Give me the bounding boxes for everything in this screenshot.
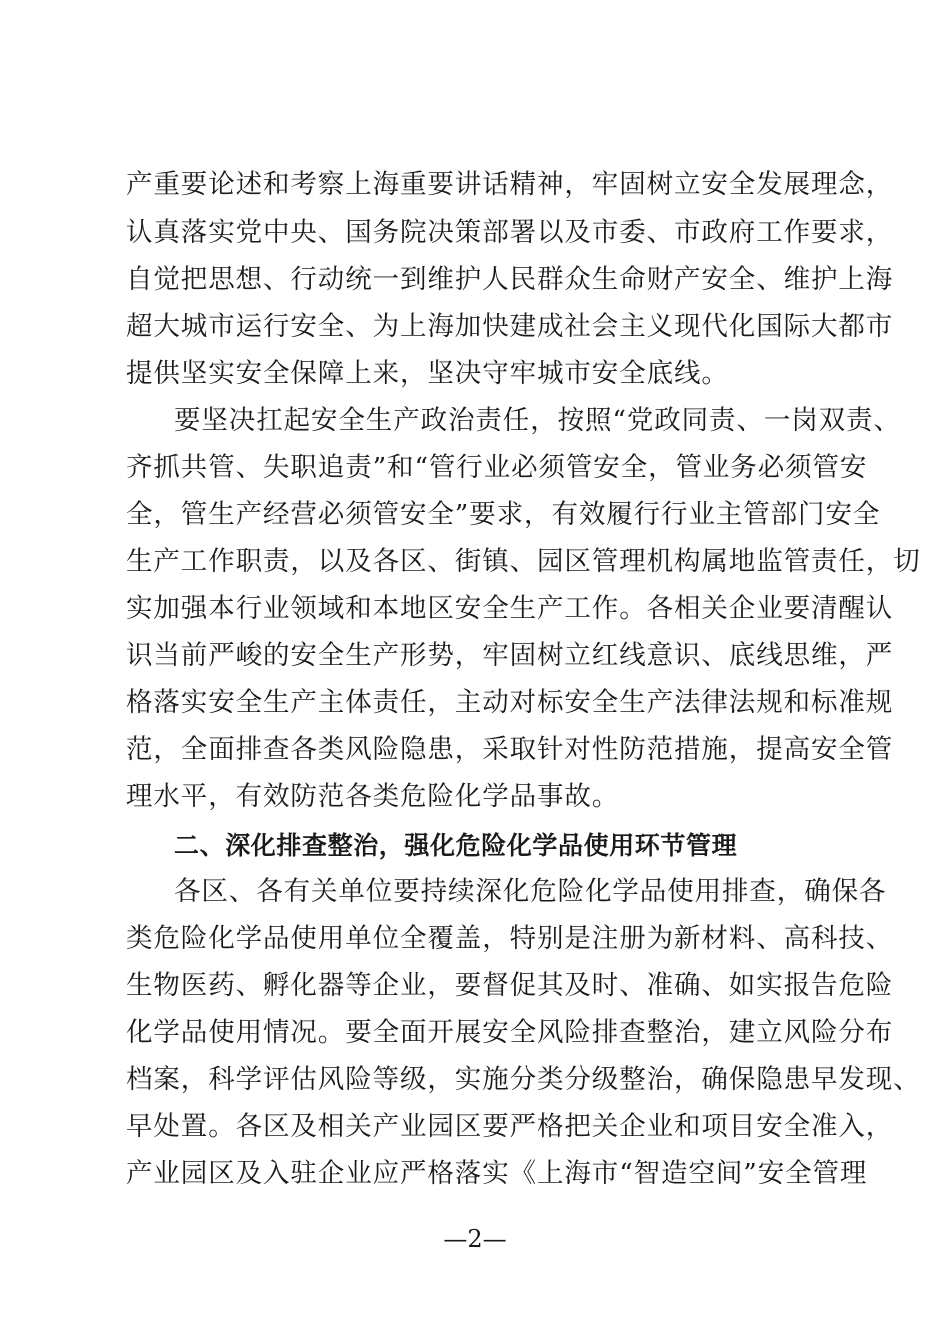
text-line: 认真落实党中央、国务院决策部署以及市委、市政府工作要求，: [126, 217, 894, 248]
text-line: 产重要论述和考察上海重要讲话精神，牢固树立安全发展理念，: [126, 169, 894, 200]
page-number: —2—: [443, 1225, 507, 1253]
text-line: 格落实安全生产主体责任，主动对标安全生产法律法规和标准规: [126, 687, 894, 718]
text-line: 范，全面排查各类风险隐患，采取针对性防范措施，提高安全管: [126, 734, 894, 765]
text-line: 全，管生产经营必须管安全”要求，有效履行行业主管部门安全: [126, 499, 881, 530]
text-line: 生物医药、孵化器等企业，要督促其及时、准确、如实报告危险: [126, 970, 894, 1001]
text-line: 化学品使用情况。要全面开展安全风险排查整治，建立风险分布: [126, 1017, 894, 1048]
text-line: 类危险化学品使用单位全覆盖，特别是注册为新材料、高科技、: [126, 923, 894, 954]
text-line: 各区、各有关单位要持续深化危险化学品使用排查，确保各: [174, 876, 887, 907]
text-line: 理水平，有效防范各类危险化学品事故。: [126, 781, 620, 812]
text-line: 生产工作职责，以及各区、街镇、园区管理机构属地监管责任，切: [126, 546, 921, 577]
text-line: 档案，科学评估风险等级，实施分类分级整治，确保隐患早发现、: [126, 1064, 921, 1095]
text-line: 识当前严峻的安全生产形势，牢固树立红线意识、底线思维，严: [126, 640, 894, 671]
text-line: 提供坚实安全保障上来，坚决守牢城市安全底线。: [126, 358, 729, 389]
text-line: 超大城市运行安全、为上海加快建成社会主义现代化国际大都市: [126, 311, 894, 342]
text-line: 早处置。各区及相关产业园区要严格把关企业和项目安全准入，: [126, 1111, 894, 1142]
text-line: 齐抓共管、失职追责”和“管行业必须管安全，管业务必须管安: [126, 452, 868, 483]
section-heading: 二、深化排查整治，强化危险化学品使用环节管理: [174, 831, 738, 860]
text-line: 要坚决扛起安全生产政治责任，按照“党政同责、一岗双责、: [174, 405, 901, 436]
text-line: 自觉把思想、行动统一到维护人民群众生命财产安全、维护上海: [126, 264, 894, 295]
text-line: 产业园区及入驻企业应严格落实《上海市“智造空间”安全管理: [126, 1158, 868, 1189]
text-line: 实加强本行业领域和本地区安全生产工作。各相关企业要清醒认: [126, 593, 894, 624]
